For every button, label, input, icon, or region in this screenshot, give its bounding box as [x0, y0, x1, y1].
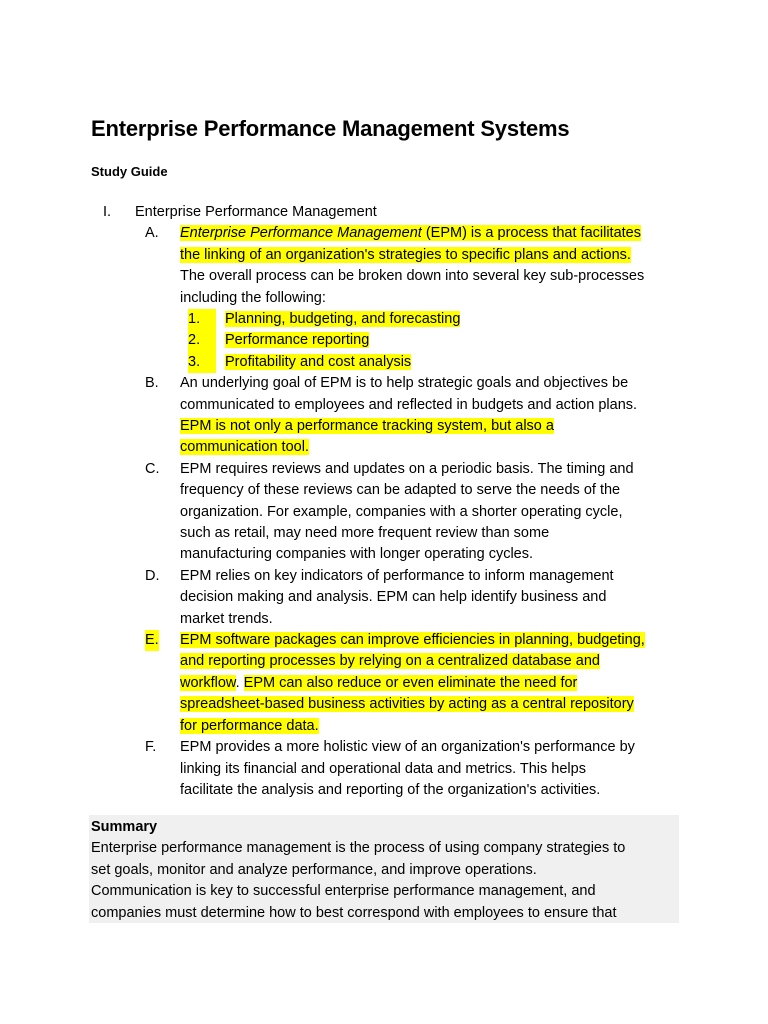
text-segment: EPM software packages can improve efficiencies in planning, budgeting, [180, 632, 645, 649]
text-segment: market trends. [180, 610, 273, 627]
text-segment: frequency of these reviews can be adapted to serve the needs of the [180, 482, 621, 499]
summary-body [91, 838, 677, 923]
text-segment: linking its financial and operational data and metrics. This helps [180, 760, 586, 777]
text-segment: decision making and analysis. EPM can help identify business and [180, 589, 607, 606]
section-title: Enterprise Performance Management [135, 204, 377, 220]
summary-heading: Summary [91, 819, 158, 835]
item-text-line [180, 609, 676, 630]
text-segment: such as retail, may need more frequent review than some [180, 525, 550, 542]
item-text-line [180, 544, 676, 565]
item-marker: D. [145, 567, 160, 584]
text-segment: and reporting processes by relying on a centralized database and [180, 653, 600, 670]
text-segment: EPM relies on key indicators of performance to inform management [180, 567, 614, 584]
text-segment: the linking of an organization's strategies to specific plans and actions. [180, 246, 631, 263]
item-text-line [180, 651, 676, 672]
summary-line: set goals, monitor and analyze performance, and improve operations. [91, 861, 537, 878]
outline-subitem [91, 309, 691, 330]
item-text-line [180, 288, 676, 309]
outline-item [91, 459, 676, 566]
item-marker: F. [145, 739, 157, 756]
item-marker: A. [145, 225, 159, 242]
text-segment: An underlying goal of EPM is to help strategic goals and objectives be [180, 375, 629, 392]
text-segment: communication tool. [180, 439, 309, 456]
item-marker: C. [145, 460, 160, 477]
subitem-marker: 1. [188, 309, 216, 330]
item-marker: E. [145, 630, 159, 651]
text-segment: EPM provides a more holistic view of an organization's performance by [180, 739, 635, 756]
section-heading [91, 202, 691, 223]
outline-subitem [91, 330, 691, 351]
summary-box [89, 815, 679, 923]
summary-line: Communication is key to successful enterprise performance management, and [91, 883, 596, 900]
item-text-line [180, 523, 676, 544]
item-text-line [180, 737, 676, 758]
subitem-text: Profitability and cost analysis [225, 353, 412, 370]
outline-item [91, 630, 676, 737]
text-segment: (EPM) is a process that facilitates [421, 225, 641, 242]
section-number: I. [103, 204, 112, 220]
outline-item [91, 373, 676, 459]
item-text-line [180, 223, 676, 244]
text-segment: communicated to employees and reflected in budgets and action plans. [180, 396, 638, 413]
document-title: Enterprise Performance Management Systems [91, 116, 570, 141]
text-segment: workflow [180, 674, 236, 691]
text-segment: EPM can also reduce or even eliminate the need for [243, 674, 578, 691]
document-subtitle: Study Guide [91, 164, 168, 179]
outline-items [91, 223, 691, 801]
item-text-line [180, 630, 676, 651]
item-text-line [180, 245, 676, 266]
text-segment: including the following: [180, 289, 326, 306]
item-text-line [180, 566, 676, 587]
outline-item [91, 223, 676, 309]
text-segment: . [235, 674, 244, 691]
item-text-line [180, 266, 676, 287]
text-segment: spreadsheet-based business activities by acting as a central repository [180, 696, 634, 713]
item-text-line [180, 416, 676, 437]
subitem-text: Planning, budgeting, and forecasting [225, 311, 461, 328]
outline-item [91, 737, 676, 801]
text-segment: Enterprise Performance Management [180, 225, 422, 242]
item-text-line [180, 759, 676, 780]
item-text-line [180, 437, 676, 458]
text-segment: facilitate the analysis and reporting of the organization's activities. [180, 781, 601, 798]
item-marker: B. [145, 375, 159, 392]
item-text-line [180, 502, 676, 523]
subitem-text: Performance reporting [225, 332, 370, 349]
subitem-marker: 2. [188, 330, 216, 351]
item-text-line [180, 459, 676, 480]
outline-subitem [91, 352, 691, 373]
outline-item [91, 566, 676, 630]
text-segment: organization. For example, companies with a shorter operating cycle, [180, 503, 623, 520]
subitem-marker: 3. [188, 352, 216, 373]
outline-section [91, 202, 691, 801]
summary-line: Enterprise performance management is the process of using company strategies to [91, 840, 626, 857]
item-text-line [180, 373, 676, 394]
item-text-line [180, 587, 676, 608]
text-segment: The overall process can be broken down into several key sub-processes [180, 268, 645, 285]
text-segment: EPM is not only a performance tracking system, but also a [180, 418, 554, 434]
text-segment: EPM requires reviews and updates on a periodic basis. The timing and [180, 460, 634, 477]
item-text-line [180, 780, 676, 801]
item-text-line [180, 673, 676, 694]
item-text-line [180, 694, 676, 715]
item-text-line [180, 480, 676, 501]
item-text-line [180, 395, 676, 416]
item-text-line [180, 716, 676, 737]
summary-line: companies must determine how to best correspond with employees to ensure that [91, 904, 617, 921]
text-segment: for performance data. [180, 717, 319, 734]
text-segment: manufacturing companies with longer operating cycles. [180, 546, 534, 563]
